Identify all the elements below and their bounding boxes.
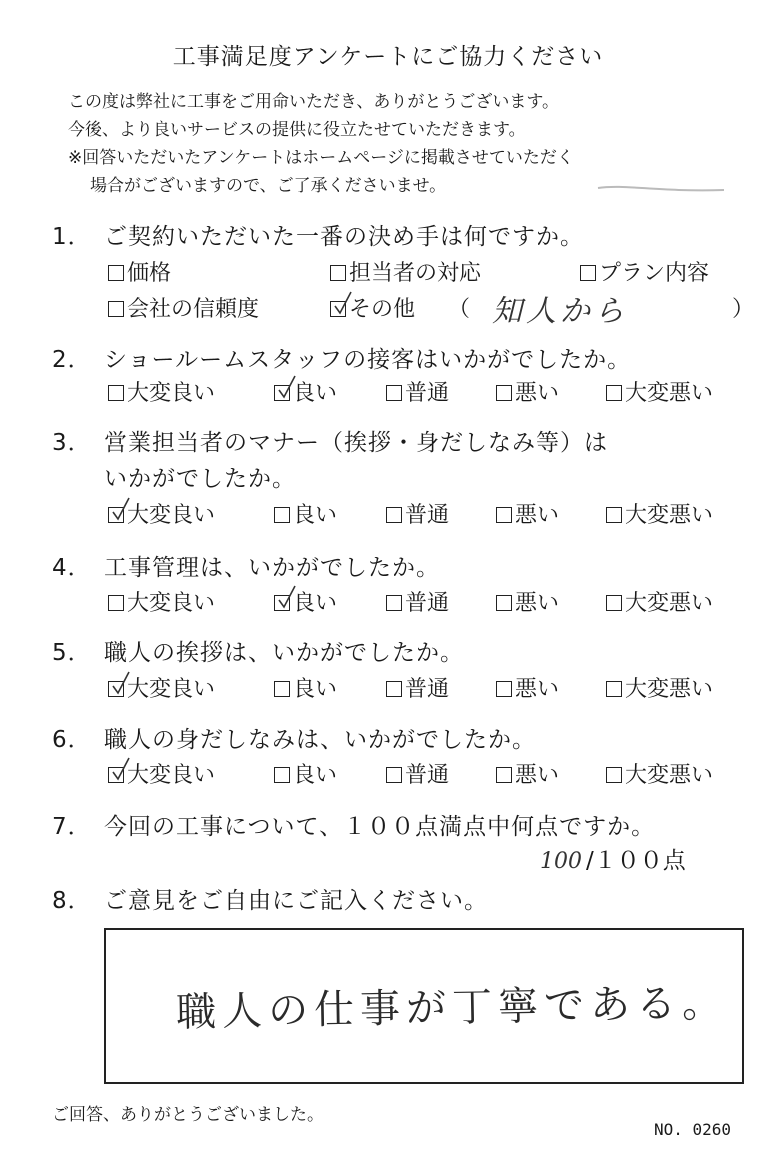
- option-staff[interactable]: [330, 256, 481, 287]
- question-text: 工事管理は、いかがでしたか。: [104, 555, 440, 581]
- question-number: 3．: [52, 430, 92, 456]
- intro-line: 場合がございますので、ご了承くださいませ。: [90, 176, 447, 196]
- option-bad[interactable]: [496, 672, 559, 703]
- checkbox[interactable]: [108, 385, 124, 401]
- option-label: 普通: [405, 381, 450, 406]
- question-number: 1．: [52, 224, 92, 250]
- option-label: 会社の信頼度: [127, 297, 260, 322]
- checkbox[interactable]: [108, 301, 124, 317]
- option-good[interactable]: [274, 586, 337, 617]
- checkmark-icon: [110, 496, 132, 522]
- question-8: [52, 882, 488, 915]
- checkbox-checked[interactable]: [330, 301, 346, 317]
- option-label: 普通: [405, 503, 450, 528]
- intro-line: 今後、より良いサービスの提供に役立たせていただきます。: [68, 120, 526, 140]
- checkbox[interactable]: [496, 767, 512, 783]
- option-bad[interactable]: [496, 758, 559, 789]
- option-label: 大変良い: [127, 677, 216, 702]
- option-average[interactable]: [386, 586, 449, 617]
- option-other[interactable]: [330, 292, 415, 323]
- question-text: 営業担当者のマナー（挨拶・身だしなみ等）は: [104, 430, 608, 456]
- checkbox[interactable]: [274, 507, 290, 523]
- option-good[interactable]: [274, 672, 337, 703]
- option-very-good[interactable]: [108, 586, 215, 617]
- question-number: 8．: [52, 888, 92, 914]
- option-label: 普通: [405, 763, 450, 788]
- question-text-continued: いかがでしたか。: [104, 466, 296, 492]
- option-label: 悪い: [515, 763, 560, 788]
- paren-close: ）: [732, 297, 755, 322]
- option-label: 良い: [293, 677, 338, 702]
- option-label: 普通: [405, 591, 450, 616]
- smudge-mark: [596, 182, 726, 196]
- option-bad[interactable]: [496, 376, 559, 407]
- checkbox[interactable]: [108, 265, 124, 281]
- option-average[interactable]: [386, 672, 449, 703]
- checkbox-checked[interactable]: [274, 595, 290, 611]
- checkbox[interactable]: [386, 507, 402, 523]
- option-average[interactable]: [386, 758, 449, 789]
- checkbox[interactable]: [580, 265, 596, 281]
- option-label: 大変良い: [127, 591, 216, 616]
- checkbox[interactable]: [496, 681, 512, 697]
- question-text: ショールームスタッフの接客はいかがでしたか。: [104, 347, 632, 373]
- option-label: その他: [349, 297, 416, 322]
- question-number: 2．: [52, 347, 92, 373]
- checkbox[interactable]: [330, 265, 346, 281]
- checkmark-icon: [276, 584, 298, 610]
- checkmark-icon: [110, 756, 132, 782]
- option-very-bad[interactable]: [606, 758, 713, 789]
- question-1: [52, 218, 584, 251]
- checkbox[interactable]: [386, 385, 402, 401]
- question-number: 7．: [52, 814, 92, 840]
- checkbox[interactable]: [496, 507, 512, 523]
- option-very-good[interactable]: [108, 758, 215, 789]
- option-label: 大変良い: [127, 763, 216, 788]
- question-7: [52, 808, 655, 841]
- checkbox[interactable]: [606, 385, 622, 401]
- checkbox-checked[interactable]: [108, 767, 124, 783]
- checkbox[interactable]: [606, 507, 622, 523]
- option-trust[interactable]: [108, 292, 259, 323]
- checkbox[interactable]: [496, 595, 512, 611]
- option-label: 大変良い: [127, 503, 216, 528]
- question-number: 6．: [52, 727, 92, 753]
- option-good[interactable]: [274, 498, 337, 529]
- serial-number: NO. 0260: [654, 1120, 732, 1139]
- checkbox-checked[interactable]: [274, 385, 290, 401]
- option-label: プラン内容: [599, 261, 710, 286]
- option-label: 大変悪い: [625, 677, 714, 702]
- option-good[interactable]: [274, 758, 337, 789]
- option-bad[interactable]: [496, 586, 559, 617]
- question-text: 今回の工事について、１００点満点中何点ですか。: [104, 814, 656, 840]
- handwritten-score: 100: [540, 849, 582, 874]
- option-very-good[interactable]: [108, 376, 215, 407]
- handwritten-other-answer: 知人から: [492, 294, 628, 329]
- question-text: 職人の挨拶は、いかがでしたか。: [104, 640, 464, 666]
- paren-open: （: [448, 297, 471, 322]
- checkbox-checked[interactable]: [108, 507, 124, 523]
- question-5: [52, 634, 464, 667]
- question-number: 5．: [52, 640, 92, 666]
- option-label: 大変良い: [127, 381, 216, 406]
- checkmark-icon: [276, 374, 298, 400]
- checkbox[interactable]: [274, 767, 290, 783]
- option-price[interactable]: [108, 256, 171, 287]
- option-label: 大変悪い: [625, 763, 714, 788]
- score-suffix: /１００点: [586, 848, 686, 874]
- intro-line: この度は弊社に工事をご用命いただき、ありがとうございます。: [68, 92, 559, 112]
- option-very-bad[interactable]: [606, 586, 713, 617]
- checkbox[interactable]: [274, 681, 290, 697]
- option-very-good[interactable]: [108, 672, 215, 703]
- checkbox[interactable]: [108, 595, 124, 611]
- option-average[interactable]: [386, 498, 449, 529]
- option-very-bad[interactable]: [606, 672, 713, 703]
- page-title: 工事満足度アンケートにご協力ください: [172, 44, 604, 70]
- option-label: 大変悪い: [625, 591, 714, 616]
- checkbox[interactable]: [386, 681, 402, 697]
- footer-thanks: ご回答、ありがとうございました。: [52, 1105, 324, 1125]
- option-label: 悪い: [515, 677, 560, 702]
- handwritten-comment: 職人の仕事が丁寧である。: [175, 980, 729, 1036]
- checkmark-icon: [110, 670, 132, 696]
- option-label: 良い: [293, 763, 338, 788]
- question-4: [52, 549, 440, 582]
- checkbox[interactable]: [386, 767, 402, 783]
- option-very-bad[interactable]: [606, 498, 713, 529]
- option-good[interactable]: [274, 376, 337, 407]
- checkbox[interactable]: [606, 767, 622, 783]
- checkbox[interactable]: [606, 681, 622, 697]
- checkbox-checked[interactable]: [108, 681, 124, 697]
- option-very-bad[interactable]: [606, 376, 713, 407]
- score-field[interactable]: [540, 842, 686, 875]
- option-label: 良い: [293, 381, 338, 406]
- question-3: [52, 424, 608, 457]
- option-label: 悪い: [515, 591, 560, 616]
- option-bad[interactable]: [496, 498, 559, 529]
- option-label: 普通: [405, 677, 450, 702]
- option-plan[interactable]: [580, 256, 709, 287]
- checkbox[interactable]: [496, 385, 512, 401]
- comment-box[interactable]: [104, 928, 744, 1084]
- intro-line: ※回答いただいたアンケートはホームページに掲載させていただく: [68, 148, 574, 168]
- option-very-good[interactable]: [108, 498, 215, 529]
- option-label: 悪い: [515, 503, 560, 528]
- checkmark-icon: [332, 290, 354, 316]
- question-6: [52, 721, 536, 754]
- option-label: 悪い: [515, 381, 560, 406]
- question-text: ご意見をご自由にご記入ください。: [104, 888, 488, 914]
- question-text: 職人の身だしなみは、いかがでしたか。: [104, 727, 536, 753]
- option-average[interactable]: [386, 376, 449, 407]
- option-label: 大変悪い: [625, 381, 714, 406]
- option-label: 大変悪い: [625, 503, 714, 528]
- question-2: [52, 341, 631, 374]
- checkbox[interactable]: [606, 595, 622, 611]
- question-number: 4．: [52, 555, 92, 581]
- option-label: 価格: [127, 261, 172, 286]
- checkbox[interactable]: [386, 595, 402, 611]
- option-label: 担当者の対応: [349, 261, 482, 286]
- question-text: ご契約いただいた一番の決め手は何ですか。: [104, 224, 584, 250]
- option-label: 良い: [293, 503, 338, 528]
- option-label: 良い: [293, 591, 338, 616]
